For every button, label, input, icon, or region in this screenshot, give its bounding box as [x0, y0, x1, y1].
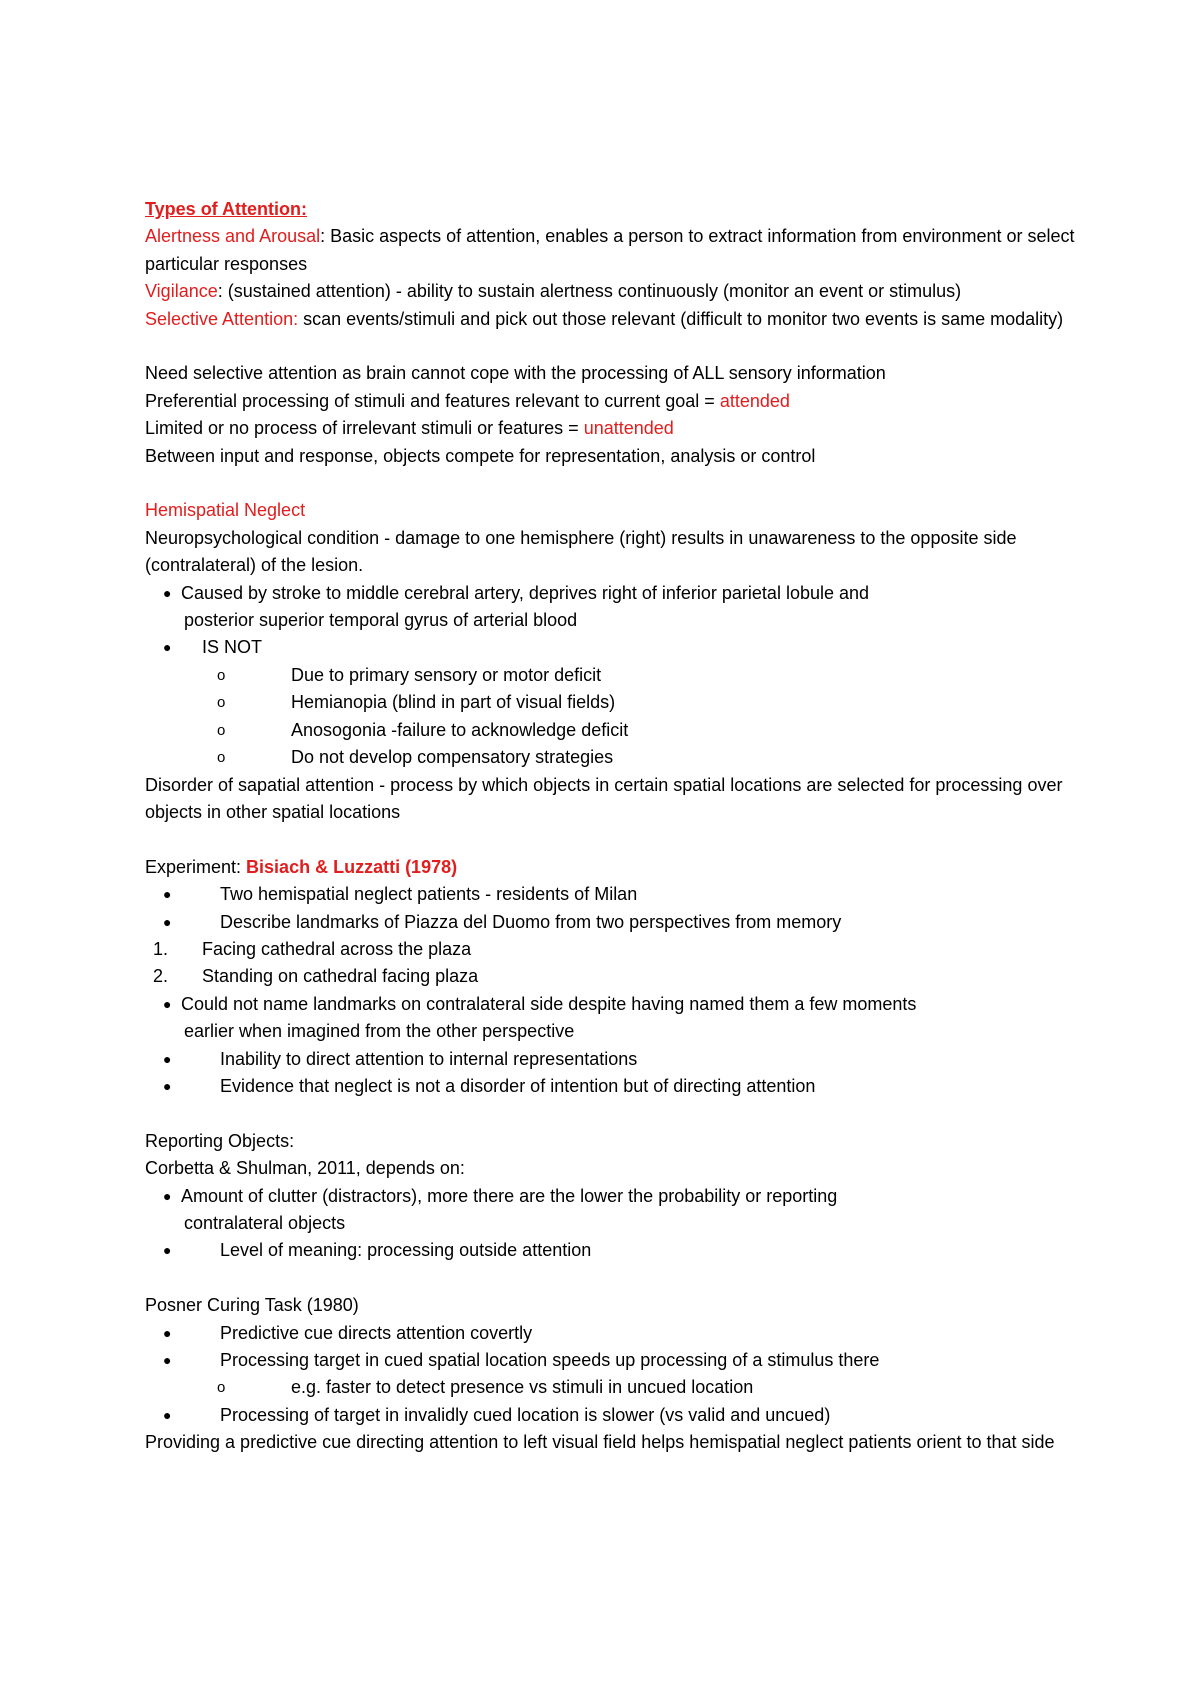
numbered-item-text: Standing on cathedral facing plaza	[202, 966, 479, 987]
hollow-circle-icon: o	[217, 721, 226, 739]
experiment-bullet-text: Two hemispatial neglect patients - residents of Milan	[220, 884, 638, 905]
clutter-line-2: contralateral objects	[184, 1212, 346, 1233]
list-item	[145, 662, 1075, 689]
isnot-item: Do not develop compensatory strategies	[291, 747, 614, 768]
isnot-item: Anosogonia -failure to acknowledge deficit	[291, 719, 629, 740]
bullet-dot-icon: ●	[163, 1050, 172, 1067]
neglect-definition: Neuropsychological condition - damage to one hemisphere (right) results in unawareness to the opposite side (contralateral) of the lesion.	[145, 527, 1017, 576]
isnot-list	[145, 662, 1075, 772]
document-content	[145, 196, 1075, 1457]
landmark-line-2: earlier when imagined from the other perspective	[184, 1021, 575, 1042]
bullet-dot-icon: ●	[163, 995, 172, 1012]
experiment-bullet-text: Evidence that neglect is not a disorder of intention but of directing attention	[220, 1075, 816, 1096]
bullet-dot-icon: ●	[163, 913, 172, 930]
vigilance-term: Vigilance	[145, 281, 218, 302]
selective-paragraph	[145, 306, 1075, 333]
bullet-dot-icon: ●	[163, 639, 172, 656]
bullet-dot-icon: ●	[163, 1077, 172, 1094]
selection-line-1: Need selective attention as brain cannot cope with the processing of ALL sensory information	[145, 363, 886, 384]
attended-term: attended	[719, 390, 790, 411]
list-item	[145, 1073, 1075, 1100]
list-item	[145, 634, 1075, 661]
posner-bullets-2	[145, 1402, 1075, 1429]
spacer	[145, 470, 1075, 497]
list-item	[145, 1402, 1075, 1429]
spacer	[145, 1100, 1075, 1127]
hollow-circle-icon: o	[217, 1379, 226, 1397]
list-item	[145, 909, 1075, 936]
bullet-dot-icon: ●	[163, 1324, 172, 1341]
cause-line-2: posterior superior temporal gyrus of arterial blood	[184, 610, 578, 631]
selective-def: scan events/stimuli and pick out those relevant (difficult to monitor two events is same modality)	[298, 308, 1064, 329]
cause-text	[163, 580, 1075, 607]
experiment-bullet-text: Inability to direct attention to internal representations	[220, 1048, 638, 1069]
selection-line-2	[145, 388, 1075, 415]
bullet-dot-icon: ●	[163, 1242, 172, 1259]
hollow-circle-icon: o	[217, 666, 226, 684]
bullet-dot-icon: ●	[163, 886, 172, 903]
experiment-reference: Bisiach & Luzzatti (1978)	[246, 856, 458, 877]
selective-term: Selective Attention:	[145, 308, 299, 329]
list-item	[145, 1183, 1075, 1238]
experiment-numbered-list	[145, 936, 1075, 991]
numbered-item-text: Facing cathedral across the plaza	[202, 938, 472, 959]
alertness-paragraph	[145, 223, 1075, 278]
landmark-text	[163, 991, 1075, 1018]
list-number: 2.	[153, 966, 169, 987]
hollow-circle-icon: o	[217, 694, 226, 712]
isnot-item: Due to primary sensory or motor deficit	[291, 664, 602, 685]
reporting-bullet-text: Level of meaning: processing outside attention	[220, 1240, 592, 1261]
posner-bullet-text: Predictive cue directs attention covertly	[220, 1322, 533, 1343]
experiment-bullet-text: Describe landmarks of Piazza del Duomo from two perspectives from memory	[220, 911, 842, 932]
list-item	[145, 963, 1075, 990]
experiment-heading	[145, 854, 1075, 881]
posner-sub-text: e.g. faster to detect presence vs stimuli in uncued location	[291, 1377, 754, 1398]
selection-line-3	[145, 415, 1075, 442]
reporting-source: Corbetta & Shulman, 2011, depends on:	[145, 1158, 465, 1179]
alertness-term: Alertness and Arousal	[145, 226, 321, 247]
bullet-dot-icon: ●	[163, 584, 172, 601]
experiment-bullets	[145, 881, 1075, 936]
clutter-text	[163, 1183, 1075, 1210]
experiment-bullets-2	[145, 991, 1075, 1101]
disorder-paragraph: Disorder of sapatial attention - process by which objects in certain spatial locations are selected for processing over objects in other spatial locations	[145, 774, 1063, 822]
list-number: 1.	[153, 938, 169, 959]
posner-conclusion: Providing a predictive cue directing attention to left visual field helps hemispatial neglect patients orient to that side	[145, 1432, 1055, 1453]
bullet-dot-icon: ●	[163, 1351, 172, 1368]
list-item	[145, 717, 1075, 744]
list-item	[145, 689, 1075, 716]
list-item	[145, 1046, 1075, 1073]
bullet-dot-icon: ●	[163, 1187, 172, 1204]
neglect-bullets	[145, 580, 1075, 662]
bullet-dot-icon: ●	[163, 1406, 172, 1423]
list-item	[145, 744, 1075, 771]
neglect-title: Hemispatial Neglect	[145, 500, 306, 521]
list-item	[145, 1374, 1075, 1401]
cause-line-1: Caused by stroke to middle cerebral artery, deprives right of inferior parietal lobule and	[181, 582, 870, 603]
unattended-term: unattended	[583, 418, 674, 439]
selection-line-2-text: Preferential processing of stimuli and features relevant to current goal =	[145, 390, 720, 411]
posner-sub-bullets	[145, 1374, 1075, 1401]
vigilance-def: : (sustained attention) - ability to sustain alertness continuously (monitor an event or stimulus)	[217, 281, 962, 302]
spacer	[145, 826, 1075, 853]
isnot-item: Hemianopia (blind in part of visual fields)	[291, 692, 616, 713]
selection-line-4: Between input and response, objects compete for representation, analysis or control	[145, 445, 816, 466]
list-item	[145, 580, 1075, 635]
reporting-title: Reporting Objects:	[145, 1130, 295, 1151]
list-item	[145, 936, 1075, 963]
vigilance-paragraph	[145, 278, 1075, 305]
alertness-def: : Basic aspects of attention, enables a person to extract information from environment or select particular responses	[145, 226, 1075, 274]
clutter-line-1: Amount of clutter (distractors), more there are the lower the probability or reporting	[181, 1185, 838, 1206]
isnot-label: IS NOT	[202, 637, 263, 658]
reporting-bullets	[145, 1183, 1075, 1265]
section-title-types	[145, 196, 1075, 223]
selection-line-3-text: Limited or no process of irrelevant stimuli or features =	[145, 418, 584, 439]
spacer	[145, 1265, 1075, 1292]
posner-title: Posner Curing Task (1980)	[145, 1295, 359, 1316]
types-title: Types of Attention:	[145, 199, 307, 219]
posner-bullet-text: Processing of target in invalidly cued location is slower (vs valid and uncued)	[220, 1404, 831, 1425]
list-item	[145, 991, 1075, 1046]
list-item	[145, 1347, 1075, 1374]
hollow-circle-icon: o	[217, 749, 226, 767]
experiment-label: Experiment:	[145, 856, 247, 877]
posner-bullet-text: Processing target in cued spatial location speeds up processing of a stimulus there	[220, 1349, 880, 1370]
posner-bullets	[145, 1320, 1075, 1375]
spacer	[145, 333, 1075, 360]
list-item	[145, 881, 1075, 908]
list-item	[145, 1237, 1075, 1264]
list-item	[145, 1320, 1075, 1347]
landmark-line-1: Could not name landmarks on contralateral side despite having named them a few moments	[181, 993, 917, 1014]
